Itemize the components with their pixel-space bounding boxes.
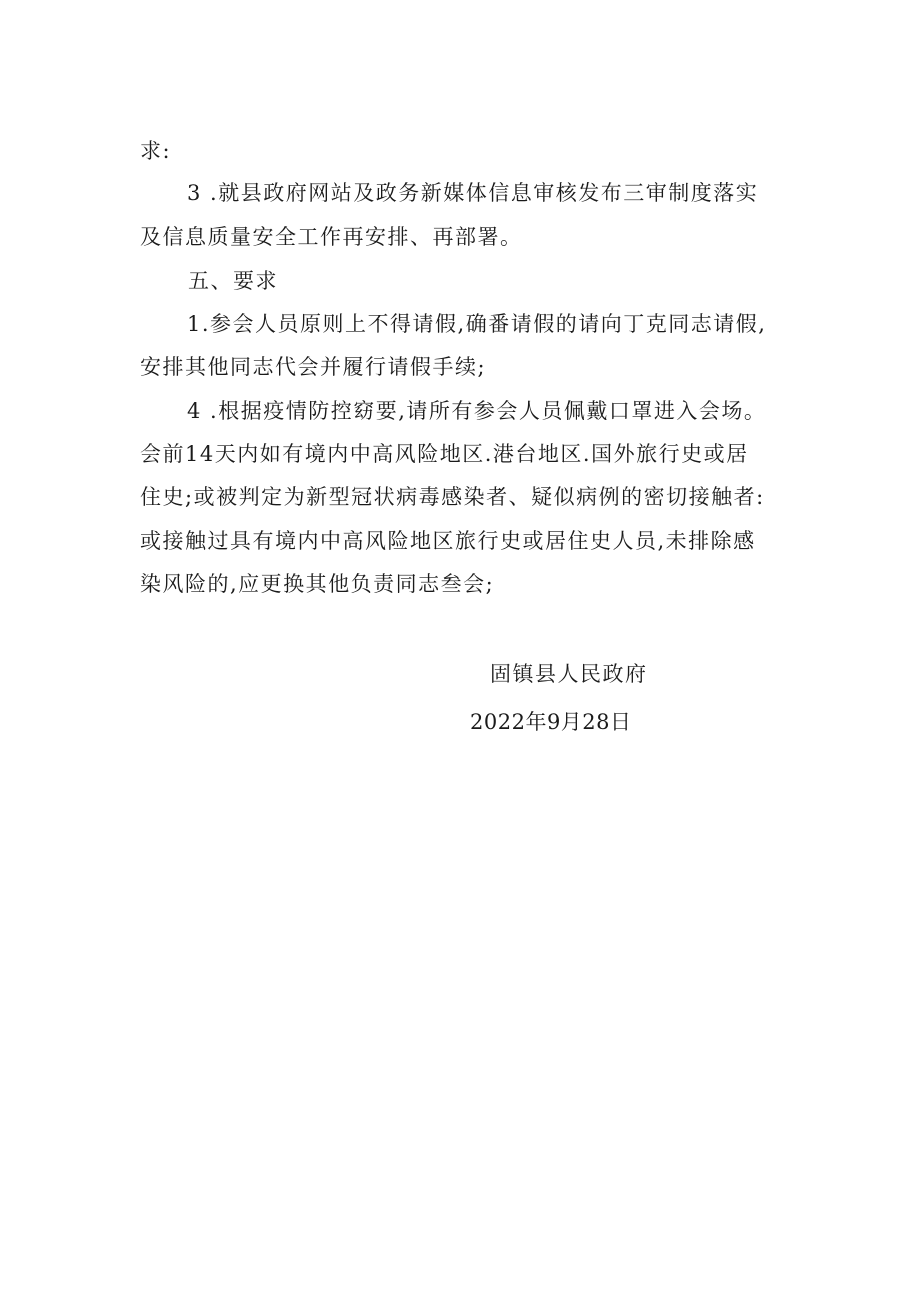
text-line: 会前14天内如有境内中高风险地区.港台地区.国外旅行史或居 <box>140 442 749 466</box>
text-line: 住史;或被判定为新型冠状病毒感染者、疑似病例的密切接触者: <box>140 485 765 509</box>
signature-date: 2022年9月28日 <box>470 710 632 734</box>
text-line: 或接触过具有境内中高风险地区旅行史或居住史人员,未排除感 <box>140 529 756 553</box>
text-line: 求: <box>140 139 172 163</box>
section-heading: 五、要求 <box>188 269 278 293</box>
text-line: 3 .就县政府网站及政务新媒体信息审核发布三审制度落实 <box>187 181 759 205</box>
text-line: 染风险的,应更换其他负责同志叁会; <box>140 572 495 596</box>
text-line: 4 .根据疫情防控窈要,请所有参会人员佩戴口罩进入会场。 <box>187 399 767 423</box>
text-line: 安排其他同志代会并履行请假手续; <box>140 355 487 379</box>
signature-organization: 固镇县人民政府 <box>490 662 648 686</box>
text-line: 1.参会人员原则上不得请假,确番请假的请向丁克同志请假, <box>187 312 767 336</box>
text-line: 及信息质量安全工作再安排、再部署。 <box>140 225 523 249</box>
